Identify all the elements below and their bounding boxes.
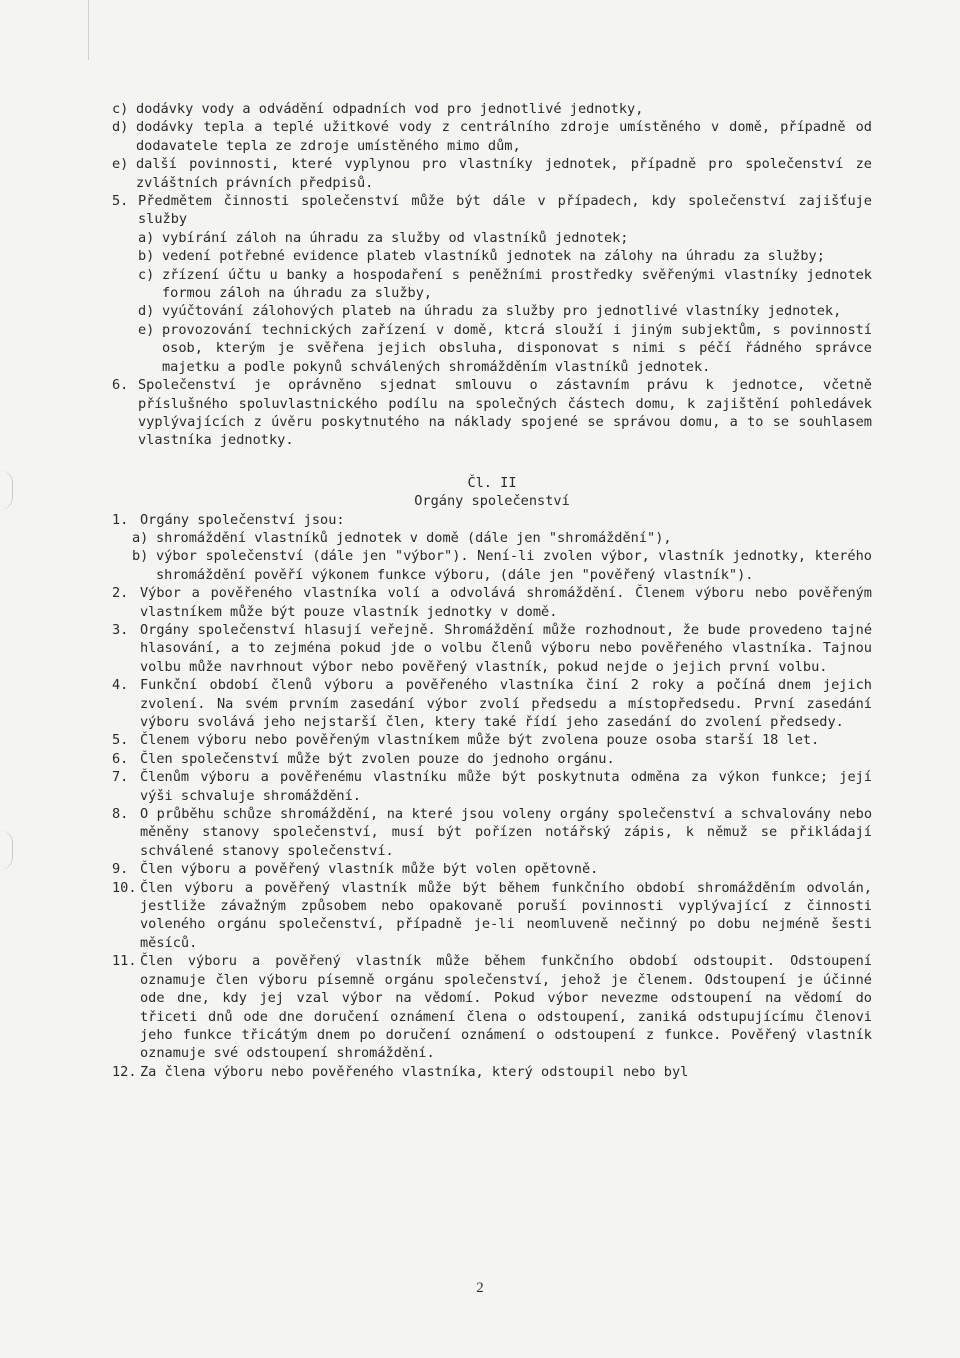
numbered-paragraph	[112, 584, 872, 621]
paragraph-number: 10.	[112, 879, 137, 896]
item-text: výbor společenství (dále jen "výbor"). Není-li zvolen výbor, vlastník jednotky, kterého shromáždění pověří výkonem funkce výboru, (dále jen "pověřený vlastník").	[156, 548, 872, 583]
paragraph-number: 6.	[112, 750, 129, 767]
section-title: Orgány společenství	[414, 493, 570, 510]
item-number: a)	[138, 229, 155, 246]
item-number: c)	[112, 101, 129, 117]
paragraph-number: 3.	[112, 621, 129, 638]
paragraph-number: 8.	[112, 806, 129, 823]
item-number: d)	[112, 119, 129, 136]
paragraph-text: Člen výboru a pověřený vlastník může během funkčního období odstoupit. Odstoupení oznamuje člen výboru písemně orgánu společenství, jehož je členem. Odstoupení je účinné ode dne, kdy jej vzal výbor na vědomí. Pokud výbor nevezme odstoupení na vědomí do třiceti dnů ode dne doručení oznámení člena o odstoupení, zaniká odstupujícímu členovi jeho funkce třicátým dnem po doručení oznámení o odstoupení z funkce. Pověřený vlastník oznamuje své odstoupení shromáždění.	[140, 953, 872, 1062]
numbered-paragraph	[112, 860, 872, 878]
item-number: e)	[112, 156, 129, 173]
list-item	[138, 266, 872, 303]
paragraph-text: O průběhu schůze shromáždění, na které jsou voleny orgány společenství a schvalovány nebo měněny stanovy společenství, musí být pořízen notářský zápis, k němuž se přikládají schválené stanovy společenství.	[140, 806, 872, 859]
paragraph-text: Člen výboru a pověřený vlastník může být během funkčního období shromážděním odvolán, jestliže závažným způsobem nebo opakovaně poruší povinnosti vyplývající z činnosti voleného orgánu společenství, případně je-li neomluveně nečinný po dobu nejméně šesti měsíců.	[140, 879, 872, 951]
item-text: vyúčtování zálohových plateb na úhradu za služby pro jednotlivé vlastníky jednotek,	[162, 303, 842, 320]
paragraph-text: Za člena výboru nebo pověřeného vlastníka, který odstoupil nebo byl	[140, 1063, 689, 1080]
item-number: b)	[132, 548, 149, 565]
scan-edge-line	[88, 0, 89, 60]
paragraph-text: Člen výboru a pověřený vlastník může být volen opětovně.	[140, 861, 599, 878]
paragraph-number: 4.	[112, 677, 129, 694]
item-text: další povinnosti, které vyplynou pro vlastníky jednotek, případně pro společenství ze zvláštních právních předpisů.	[136, 156, 872, 191]
item-text: zřízení účtu u banky a hospodaření s peněžními prostředky svěřenými vlastníky jednotek formou záloh na úhradu za služby,	[162, 266, 872, 302]
item-text: dodávky tepla a teplé užitkové vody z centrálního zdroje umístěného v domě, případně od dodavatele tepla ze zdroje umístěného mimo dům,	[136, 119, 872, 154]
paragraph-text: Funkční období členů výboru a pověřeného vlastníka činí 2 roky a počíná dnem jejich zvolení. Na svém prvním zasedání výbor zvolí předsedu a místopředsedu. První zasedání výboru svolává jeho nejstarší člen, ktery také řídí jeho zasedání do zvolení předsedy.	[140, 677, 872, 730]
paragraph-text: Předmětem činnosti společenství může být dále v případech, kdy společenství zajišťuje služby	[138, 193, 872, 228]
paragraph-number: 9.	[112, 861, 129, 878]
list-item	[132, 547, 872, 584]
paragraph-text: Orgány společenství jsou:	[140, 511, 345, 528]
list-item	[112, 118, 872, 155]
numbered-paragraph	[112, 621, 872, 676]
list-item	[138, 321, 872, 376]
list-item	[138, 247, 872, 265]
paragraph-number: 7.	[112, 769, 129, 786]
numbered-paragraph	[112, 768, 872, 805]
paragraph-text: Člen společenství může být zvolen pouze do jednoho orgánu.	[140, 750, 615, 767]
item-text: vybírání záloh na úhradu za služby od vlastníků jednotek;	[162, 229, 629, 246]
numbered-paragraph	[112, 879, 872, 953]
item-text: dodávky vody a odvádění odpadních vod pro jednotlivé jednotky,	[136, 101, 644, 117]
item-text: vedení potřebné evidence plateb vlastníků jednotek na zálohy na úhradu za služby;	[162, 248, 825, 265]
paragraph-number: 1.	[112, 511, 129, 528]
list-item	[112, 155, 872, 192]
paragraph-text: Výbor a pověřeného vlastníka volí a odvolává shromáždění. Členem výboru nebo pověřeným vlastníkem může být pouze vlastník jednotky v domě.	[140, 585, 872, 620]
numbered-paragraph	[112, 676, 872, 731]
paragraph-text: Orgány společenství hlasují veřejně. Shromáždění může rozhodnout, že bude provedeno tajné hlasování, a to zejména pokud jde o volbu členů výboru nebo pověřeného vlastníka. Tajnou volbu může navrhnout výbor nebo pověřený vlastník, pokud nejde o jejich první volbu.	[140, 621, 872, 675]
list-item	[138, 302, 872, 320]
paragraph-number: 5.	[112, 732, 129, 749]
document-body	[112, 100, 872, 1081]
punch-hole-mark	[0, 830, 13, 870]
item-text: shromáždění vlastníků jednotek v domě (dále jen "shromáždění"),	[156, 529, 672, 546]
item-number: d)	[138, 303, 155, 320]
numbered-paragraph	[112, 511, 872, 529]
list-item	[132, 529, 872, 547]
numbered-paragraph	[112, 731, 872, 749]
page-number: 2	[476, 1280, 484, 1296]
item-number: a)	[132, 529, 149, 546]
paragraph-text: Společenství je oprávněno sjednat smlouvu o zástavním právu k jednotce, včetně příslušného spoluvlastnického podílu na společných částech domu, k zajištění pohledávek vyplývajících z úvěru poskytnutého na náklady spojené se správou domu, a to se souhlasem vlastníka jednotky.	[138, 377, 872, 449]
list-item	[138, 229, 872, 247]
paragraph-number: 12.	[112, 1063, 137, 1080]
numbered-paragraph	[112, 952, 872, 1062]
item-number: c)	[138, 266, 155, 283]
list-item	[112, 100, 872, 118]
paragraph-number: 6.	[112, 377, 129, 394]
paragraph-number: 2.	[112, 585, 129, 602]
numbered-paragraph	[112, 376, 872, 450]
numbered-paragraph	[112, 192, 872, 229]
section-number: Čl. II	[467, 474, 517, 491]
punch-hole-mark	[0, 470, 13, 510]
numbered-paragraph	[112, 1063, 872, 1081]
paragraph-text: Členům výboru a pověřenému vlastníku může být poskytnuta odměna za výkon funkce; její výši schvaluje shromáždění.	[140, 769, 872, 804]
numbered-paragraph	[112, 750, 872, 768]
item-number: e)	[138, 321, 155, 338]
item-text: provozování technických zařízení v domě, ktcrá slouží i jiným subjektům, s povinností osob, kterým je svěřena jejich obsluha, disponovat s nimi s péčí řádného správce majetku a podle pokynů schválených shromážděním vlastníků jednotek.	[162, 321, 872, 375]
item-number: b)	[138, 248, 155, 265]
numbered-paragraph	[112, 805, 872, 860]
paragraph-number: 11.	[112, 953, 137, 970]
paragraph-number: 5.	[112, 193, 129, 210]
paragraph-text: Členem výboru nebo pověřeným vlastníkem může být zvolena pouze osoba starší 18 let.	[140, 732, 820, 749]
